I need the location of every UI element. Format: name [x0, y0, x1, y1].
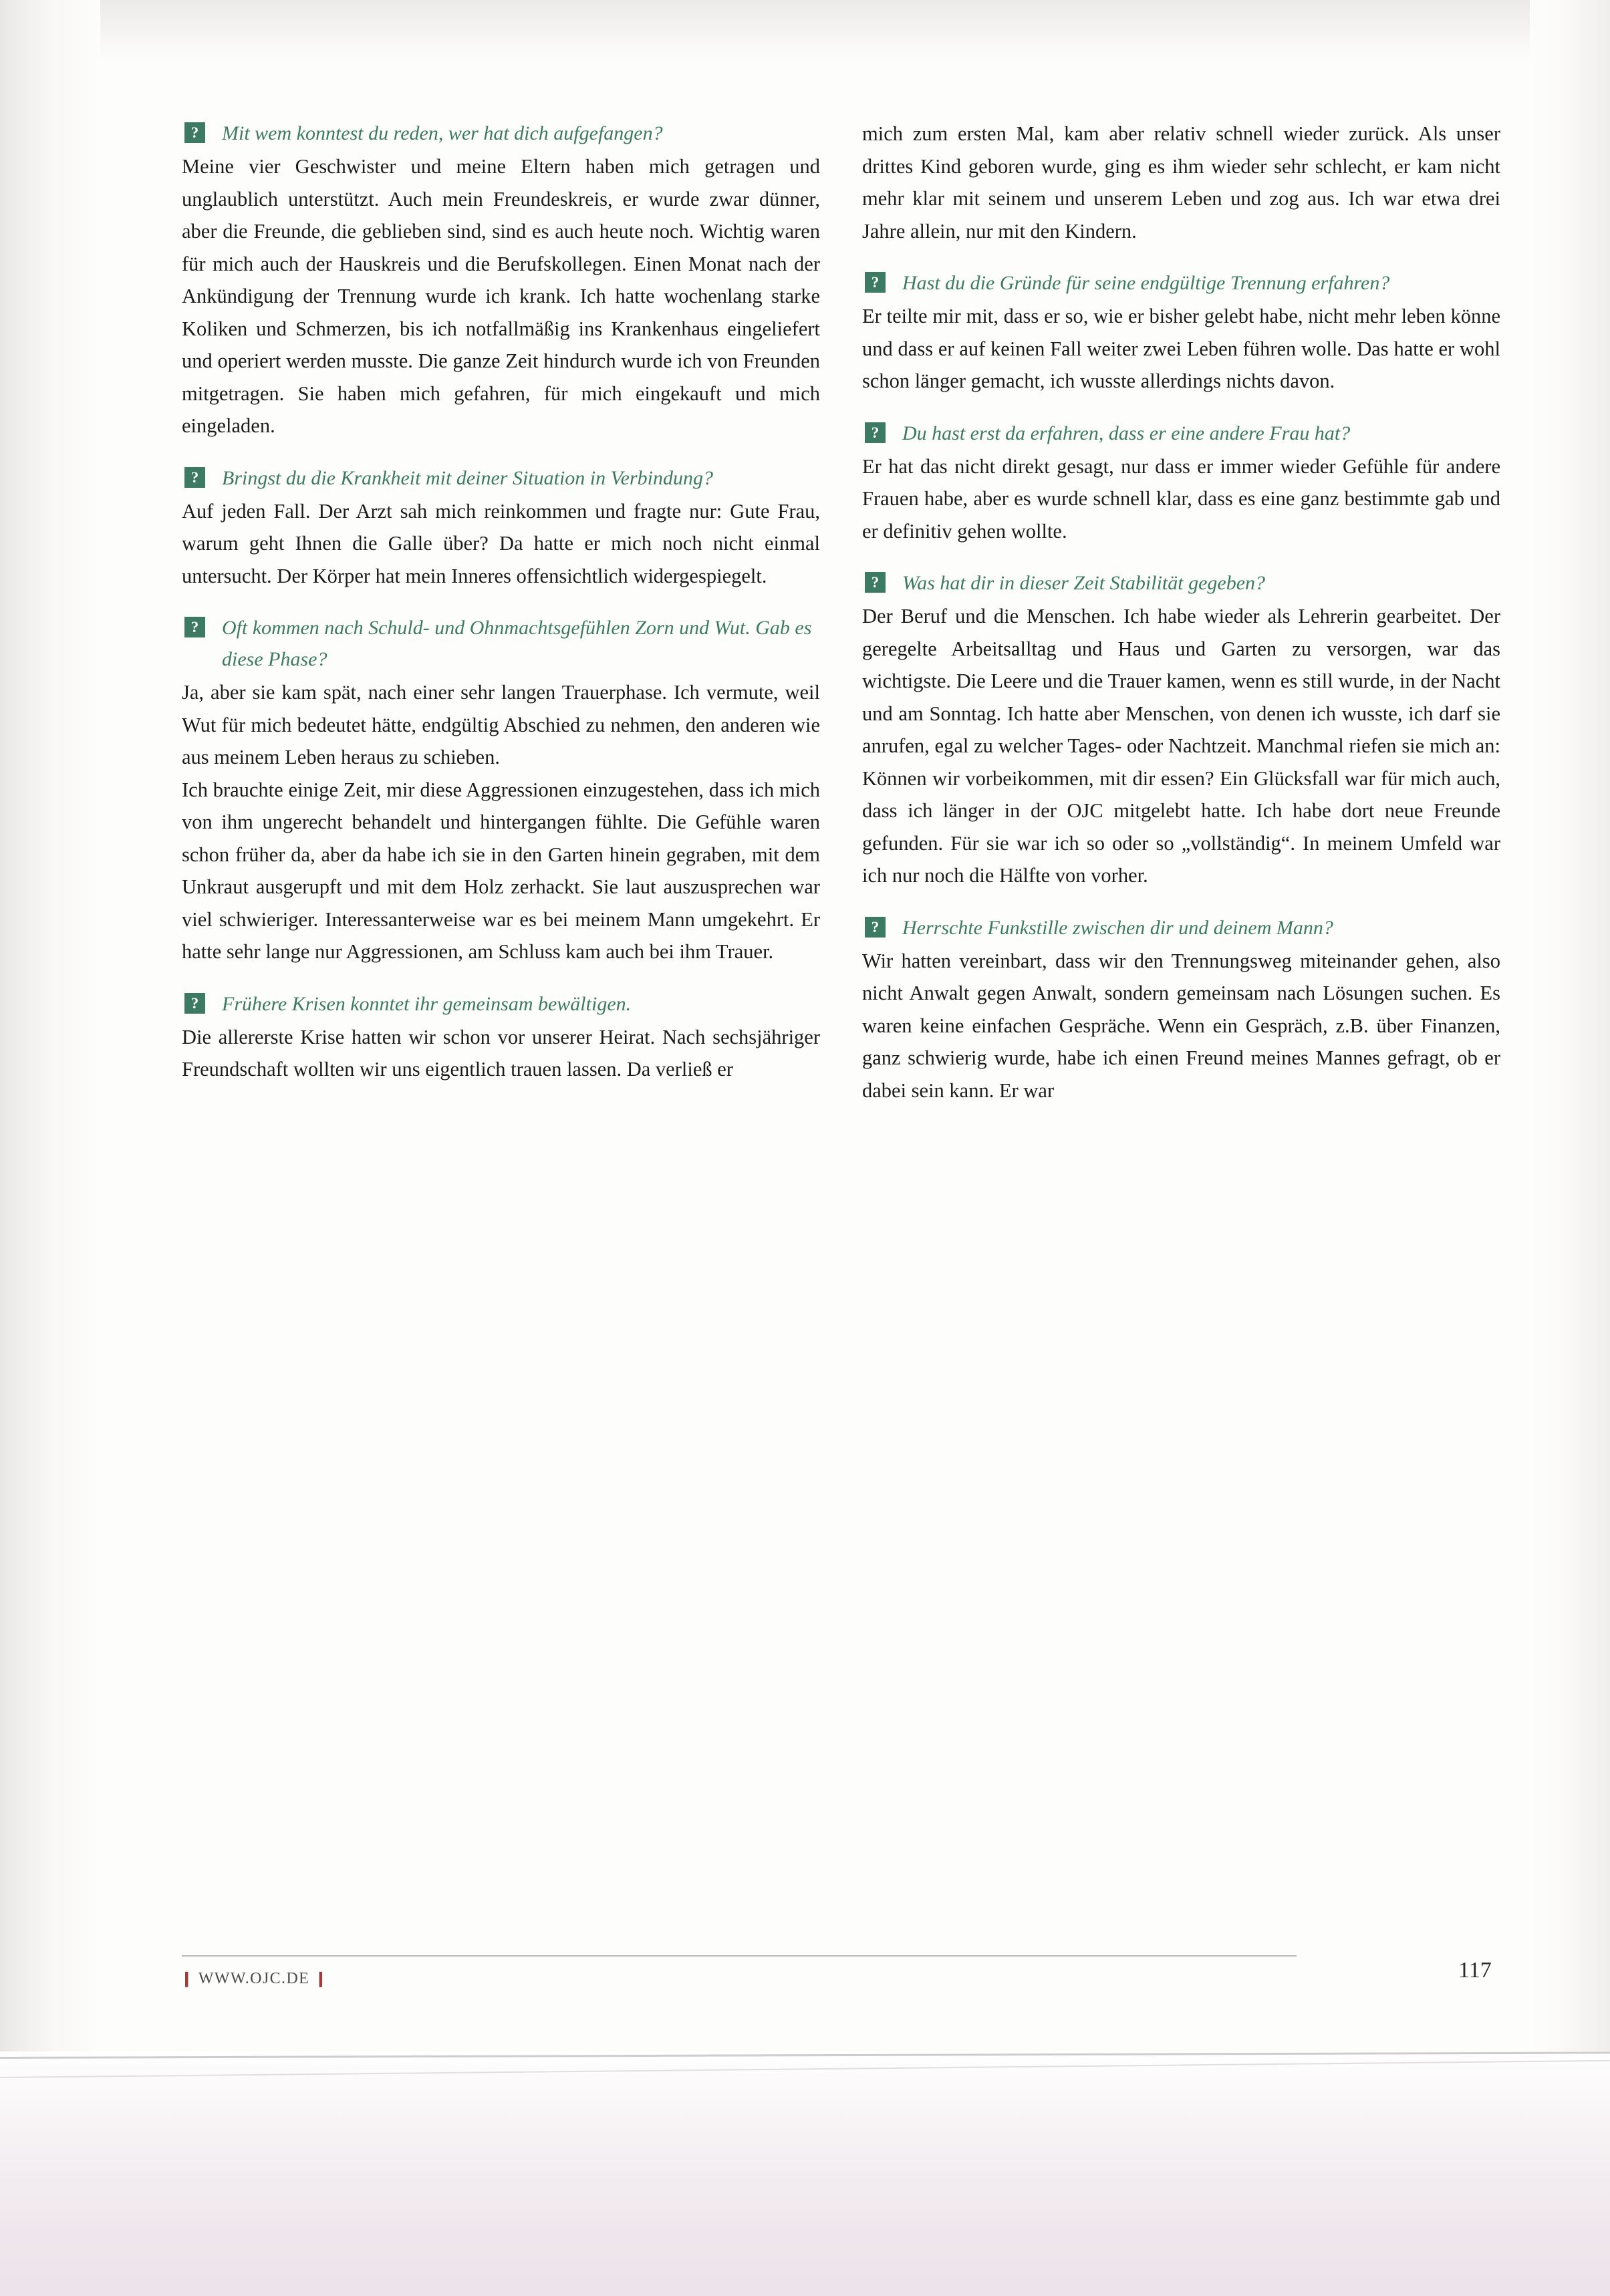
- answer-paragraph: Er hat das nicht direkt gesagt, nur dass er immer wieder Gefühle für andere Frauen habe, aber es wurde schnell klar, dass es eine ganz bestimmte gab und er definitiv gehen wollte.: [862, 454, 1500, 543]
- footer-divider: [182, 1955, 1297, 1957]
- question-mark-icon: ?: [865, 422, 886, 443]
- answer-paragraph: Die allererste Krise hatten wir schon vor unserer Heirat. Nach sechsjähriger Freundschaft wollten wir uns eigentlich trauen lassen. Da verließ er: [182, 1025, 820, 1081]
- answer-paragraph: Ich brauchte einige Zeit, mir diese Aggressionen einzugestehen, dass ich mich von ihm ungerecht behandelt und hintergangen fühlte. Die Gefühle waren schon früher da, aber da habe ich sie in den Garten hinein gegraben, mit dem Unkraut ausgerupft und mit dem Holz zerhackt. Sie laut auszusprechen war viel schwieriger. Interessanterweise war es bei meinem Mann umgekehrt. Er hatte sehr lange nur Aggressionen, am Schluss kam auch bei ihm Trauer.: [182, 778, 820, 963]
- answer-paragraph: Wir hatten vereinbart, dass wir den Trennungsweg miteinander gehen, also nicht Anwalt gegen Anwalt, sondern gemeinsam nach Lösungen suchen. Es waren keine einfachen Gespräche. Wenn ein Gespräch, z.B. über Finanzen, ganz schwierig wurde, habe ich einen Freund meines Mannes gefragt, ob er dabei sein kann. Er war: [862, 949, 1500, 1102]
- question-mark-icon: ?: [865, 917, 886, 938]
- interview-question: [862, 418, 1500, 449]
- question-text: Frühere Krisen konntet ihr gemeinsam bewältigen.: [222, 992, 632, 1015]
- scanner-bed-area: [0, 2051, 1610, 2296]
- footer-website-label: WWW.OJC.DE: [198, 1970, 310, 1987]
- interview-question: [862, 912, 1500, 944]
- question-text: Du hast erst da erfahren, dass er eine andere Frau hat?: [902, 422, 1351, 444]
- answer-paragraph: Der Beruf und die Menschen. Ich habe wieder als Lehrerin gearbeitet. Der geregelte Arbeitsalltag und Haus und Garten zu versorgen, war das wichtigste. Die Leere und die Trauer kamen, wenn es still wurde, in der Nacht und am Sonntag. Ich hatte aber Menschen, von denen ich wusste, ich darf sie anrufen, egal zu welcher Tages- oder Nachtzeit. Manchmal riefen sie mich an: Können wir vorbeikommen, mit dir essen? Ein Glücksfall war für mich auch, dass ich länger in der OJC mitgelebt hatte. Ich habe dort neue Freunde gefunden. Für sie war ich so oder so „vollständig“. In meinem Umfeld war ich nur noch die Hälfte von vorher.: [862, 605, 1500, 887]
- interview-question: [182, 462, 820, 494]
- question-mark-icon: ?: [184, 467, 205, 488]
- question-text: Oft kommen nach Schuld- und Ohnmachtsgefühlen Zorn und Wut. Gab es diese Phase?: [222, 617, 812, 670]
- interview-question: [862, 567, 1500, 599]
- interview-question: [182, 988, 820, 1020]
- footer-website: [180, 1970, 328, 1988]
- interview-question: [182, 612, 820, 675]
- answer-paragraph: mich zum ersten Mal, kam aber relativ schnell wieder zurück. Als unser drittes Kind geboren wurde, ging es ihm wieder sehr schlecht, er kam nicht mehr klar mit seinem und unserem Leben und zog aus. Ich war etwa drei Jahre allein, nur mit den Kindern.: [862, 122, 1500, 243]
- answer-paragraph: Er teilte mir mit, dass er so, wie er bisher gelebt habe, nicht mehr leben könne und dass er auf keinen Fall weiter zwei Leben führen wolle. Das hatte er wohl schon länger gemacht, ich wusste allerdings nichts davon.: [862, 305, 1500, 392]
- text-column-left: [182, 118, 820, 1086]
- question-mark-icon: ?: [184, 617, 205, 637]
- question-mark-icon: ?: [865, 572, 886, 593]
- question-mark-icon: ?: [184, 122, 205, 143]
- question-text: Herrschte Funkstille zwischen dir und deinem Mann?: [902, 916, 1333, 939]
- question-text: Hast du die Gründe für seine endgültige Trennung erfahren?: [902, 272, 1390, 294]
- footer-tick-left: ❙: [180, 1970, 194, 1987]
- page-number: 117: [1458, 1958, 1492, 1983]
- question-text: Bringst du die Krankheit mit deiner Situation in Verbindung?: [222, 466, 713, 489]
- question-text: Mit wem konntest du reden, wer hat dich aufgefangen?: [222, 122, 663, 144]
- text-column-right: [862, 118, 1500, 1107]
- answer-paragraph: Auf jeden Fall. Der Arzt sah mich reinkommen und fragte nur: Gute Frau, warum geht Ihnen die Galle über? Da hatte er mich noch nicht einmal untersucht. Der Körper hat mein Inneres offensichtlich widergespiegelt.: [182, 499, 820, 587]
- answer-paragraph: Ja, aber sie kam spät, nach einer sehr langen Trauerphase. Ich vermute, weil Wut für mich bedeutet hätte, endgültig Abschied zu nehmen, den anderen wie aus meinem Leben heraus zu schieben.: [182, 681, 820, 768]
- interview-question: [182, 118, 820, 149]
- question-mark-icon: ?: [184, 993, 205, 1014]
- interview-question: [862, 267, 1500, 299]
- question-text: Was hat dir in dieser Zeit Stabilität gegeben?: [902, 572, 1266, 594]
- question-mark-icon: ?: [865, 272, 886, 293]
- footer-tick-right: ❙: [314, 1970, 328, 1987]
- answer-paragraph: Meine vier Geschwister und meine Eltern haben mich getragen und unglaublich unterstützt. Auch mein Freundeskreis, er wurde zwar dünner, aber die Freunde, die geblieben sind, sind es auch heute noch. Wichtig waren für mich auch der Hauskreis und die Berufskollegen. Einen Monat nach der Ankündigung der Trennung wurde ich krank. Ich hatte wochenlang starke Koliken und Schmerzen, bis ich notfallmäßig ins Krankenhaus eingeliefert und operiert werden musste. Die ganze Zeit hindurch wurde ich von Freunden mitgetragen. Sie haben mich gefahren, für mich eingekauft und mich eingeladen.: [182, 155, 820, 437]
